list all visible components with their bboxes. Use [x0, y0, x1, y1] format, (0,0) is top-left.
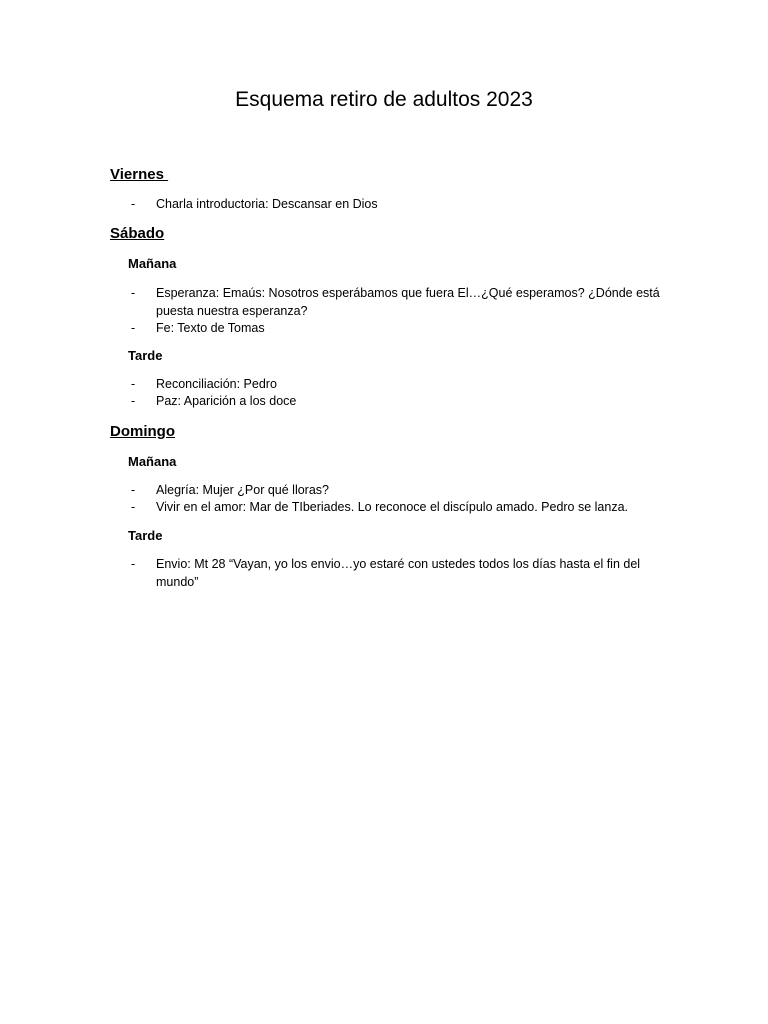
- list-item-text: Reconciliación: Pedro: [156, 377, 277, 391]
- list-item: [131, 499, 671, 517]
- list-item-text: Esperanza: Emaús: Nosotros esperábamos que fuera El…¿Qué esperamos? ¿Dónde está puesta nuestra esperanza?: [156, 286, 660, 318]
- bullet-dash: -: [131, 286, 136, 300]
- list-item-text: Alegría: Mujer ¿Por qué lloras?: [156, 483, 329, 497]
- bullet-dash: -: [131, 557, 136, 571]
- section-heading-tarde: Tarde: [128, 528, 163, 543]
- section-heading-manana: Mañana: [128, 256, 177, 271]
- bullet-dash: -: [131, 197, 136, 211]
- list-item: [131, 376, 671, 394]
- list-item: [131, 320, 671, 338]
- list-item-text: Envio: Mt 28 “Vayan, yo los envio…yo estaré con ustedes todos los días hasta el fin del mundo”: [156, 557, 641, 589]
- section-heading-tarde: Tarde: [128, 348, 163, 363]
- bullet-dash: -: [131, 377, 136, 391]
- day-heading-domingo: Domingo: [110, 423, 175, 440]
- list-item: [131, 556, 671, 591]
- list-item-text: Fe: Texto de Tomas: [156, 321, 265, 335]
- list-item: [131, 285, 671, 320]
- bullet-dash: -: [131, 321, 136, 335]
- list-item-text: Paz: Aparición a los doce: [156, 394, 297, 408]
- list-item-text: Charla introductoria: Descansar en Dios: [156, 197, 378, 211]
- day-heading-sabado: Sábado: [110, 225, 165, 242]
- bullet-dash: -: [131, 500, 136, 514]
- bullet-dash: -: [131, 483, 136, 497]
- list-item-text: Vivir en el amor: Mar de TIberiades. Lo reconoce el discípulo amado. Pedro se lanza.: [156, 500, 629, 514]
- section-heading-manana: Mañana: [128, 454, 177, 469]
- bullet-dash: -: [131, 394, 136, 408]
- list-item: [131, 482, 671, 500]
- list-item: [131, 196, 671, 214]
- day-heading-viernes: Viernes: [110, 166, 169, 183]
- document-title: Esquema retiro de adultos 2023: [235, 88, 533, 111]
- list-item: [131, 393, 671, 411]
